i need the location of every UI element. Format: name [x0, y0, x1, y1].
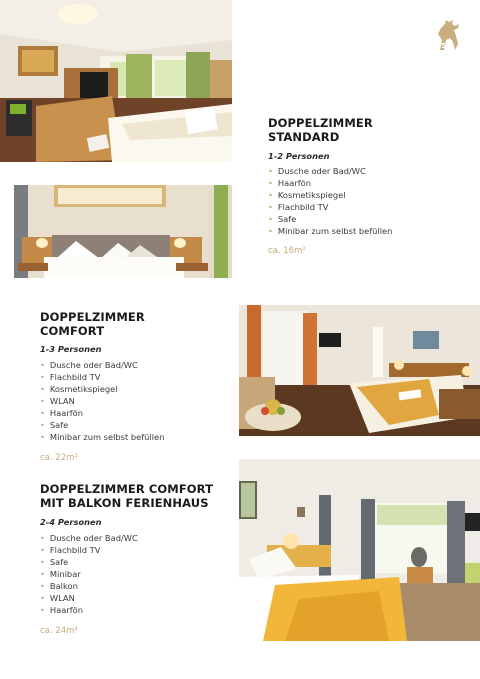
room-features-comfort-balcony	[40, 532, 138, 616]
feature-item: • Kosmetikspiegel	[268, 189, 392, 201]
feature-item: • Flachbild TV	[40, 371, 164, 383]
feature-item: • Safe	[40, 419, 164, 431]
feature-item: • Minibar zum selbst befüllen	[268, 225, 392, 237]
room-title-line: DOPPELZIMMER COMFORT	[40, 482, 214, 496]
feature-item: • Haarfön	[40, 604, 138, 616]
feature-item: • Haarfön	[268, 177, 392, 189]
room-title-line: DOPPELZIMMER	[268, 116, 373, 130]
feature-item: • Dusche oder Bad/WC	[268, 165, 392, 177]
feature-item: • Flachbild TV	[40, 544, 138, 556]
feature-item: • Safe	[40, 556, 138, 568]
room-size-comfort-balcony: ca. 24m²	[40, 626, 78, 636]
feature-item: • WLAN	[40, 592, 138, 604]
feature-item: • Safe	[268, 213, 392, 225]
room-persons-comfort-balcony: 2-4 Personen	[40, 517, 102, 527]
room-title-comfort	[40, 310, 145, 338]
room-size-standard: ca. 16m²	[268, 246, 306, 256]
svg-text:15: 15	[436, 42, 446, 50]
room-photo-standard-bed	[14, 185, 232, 278]
room-title-comfort-balcony	[40, 482, 213, 510]
feature-item: • Haarfön	[40, 407, 164, 419]
room-features-standard	[268, 165, 392, 237]
room-photo-standard-overview	[0, 0, 232, 162]
room-features-comfort	[40, 359, 164, 443]
feature-item: • Minibar	[40, 568, 138, 580]
room-persons-comfort: 1-3 Personen	[40, 344, 102, 354]
feature-item: • Dusche oder Bad/WC	[40, 532, 138, 544]
feature-item: • WLAN	[40, 395, 164, 407]
horse-logo-icon	[432, 18, 464, 52]
feature-item: • Minibar zum selbst befüllen	[40, 431, 164, 443]
room-photo-comfort-balcony	[239, 459, 480, 641]
feature-item: • Dusche oder Bad/WC	[40, 359, 164, 371]
room-size-comfort: ca. 22m²	[40, 453, 78, 463]
feature-item: • Flachbild TV	[268, 201, 392, 213]
room-title-line: MIT BALKON FERIENHAUS	[40, 496, 209, 510]
room-title-line: STANDARD	[268, 130, 340, 144]
room-title-line: DOPPELZIMMER	[40, 310, 145, 324]
feature-item: • Kosmetikspiegel	[40, 383, 164, 395]
room-photo-comfort	[239, 305, 480, 436]
room-title-standard	[268, 116, 373, 144]
room-title-line: COMFORT	[40, 324, 105, 338]
feature-item: • Balkon	[40, 580, 138, 592]
room-persons-standard: 1-2 Personen	[268, 151, 330, 161]
